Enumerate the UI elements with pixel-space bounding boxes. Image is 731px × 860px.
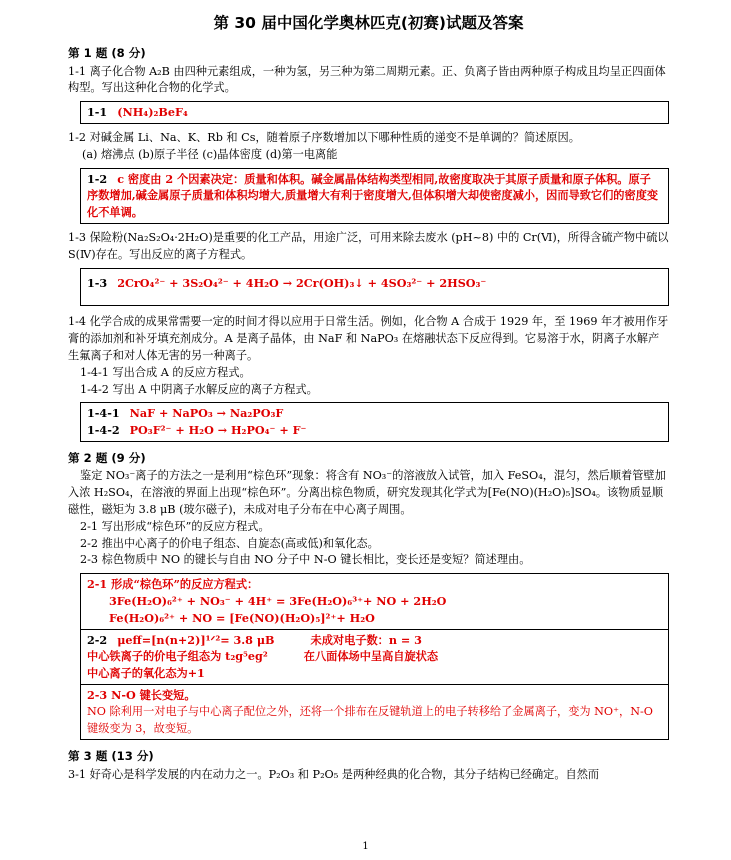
- q1-2-text: 1-2 对碱金属 Li、Na、K、Rb 和 Cs，随着原子序数增加以下哪种性质的递变不是单调的？简述原因。: [68, 131, 580, 145]
- q1-1-text: 1-1 离子化合物 A₂B 由四种元素组成，一种为氢，另三种为第二周期元素。正、负离子皆由两种原子构成且均呈正四面体构型。写出这种化合物的化学式。: [68, 64, 666, 95]
- answer-2-1-equation-1: 3Fe(H₂O)₆²⁺ + NO₃⁻ + 4H⁺ = 3Fe(H₂O)₆³⁺+ NO + 2H₂O: [109, 593, 447, 608]
- answer-label: 1-4-1: [87, 406, 120, 421]
- q2-intro-text: 鉴定 NO₃⁻离子的方法之一是利用“棕色环”现象：将含有 NO₃⁻的溶液放入试管，加入 FeSO₄，混匀，然后顺着管壁加入浓 H₂SO₄，在溶液的界面上出现“棕色环”。分离出棕色物质，研究发现其化学式为[Fe(NO)(H₂O)₅]SO₄。该物质显顺磁性，磁矩为 3.8 μB (玻尔磁子)，未成对电子分布在中心离子周围。: [68, 469, 666, 516]
- question-2-heading: 第 2 题 (9 分): [68, 450, 146, 465]
- question-3: [68, 748, 669, 783]
- answer-label: 1-4-2: [87, 423, 120, 438]
- page-number: 1: [362, 841, 369, 852]
- q1-4-2-text: 1-4-2 写出 A 中阴离子水解反应的离子方程式。: [80, 382, 318, 396]
- answer-2-2-spin: 在八面体场中呈高自旋状态: [303, 649, 439, 664]
- q1-3-text: 1-3 保险粉(Na₂S₂O₄·2H₂O)是重要的化工产品，用途广泛，可用来除去废水 (pH~8) 中的 Cr(Ⅵ)，所得含硫产物中硫以 S(Ⅳ)存在。写出反应的离子方程式。: [68, 231, 669, 261]
- answer-cell-2-1: [81, 574, 668, 628]
- question-1: [68, 45, 669, 442]
- answer-label: 1-1: [87, 105, 108, 120]
- answer-2-2-moment: μeff=[n(n+2)]¹ᐟ²= 3.8 μB: [117, 632, 275, 647]
- question-1-heading: 第 1 题 (8 分): [68, 46, 146, 61]
- q1-2-options: (a) 熔沸点 (b)原子半径 (c)晶体密度 (d)第一电离能: [82, 147, 338, 161]
- answer-box-1-3: [80, 268, 669, 307]
- answer-label: 2-2: [87, 632, 108, 647]
- answer-2-1-equation-2: Fe(H₂O)₆²⁺ + NO = [Fe(NO)(H₂O)₅]²⁺+ H₂O: [109, 610, 375, 625]
- answer-text: 2CrO₄²⁻ + 3S₂O₄²⁻ + 4H₂O → 2Cr(OH)₃↓ + 4SO₃²⁻ + 2HSO₃⁻: [117, 275, 487, 290]
- answer-box-1-2: [80, 168, 669, 224]
- answer-box-1-1: [80, 101, 669, 124]
- q1-4-text: 1-4 化学合成的成果常需要一定的时间才得以应用于日常生活。例如，化合物 A 合成于 1929 年，至 1969 年才被用作牙膏的添加剂和补牙填充剂成分。A 是离子晶体，由 NaF 和 NaPO₃ 在熔融状态下反应得到。它易溶于水，阴离子水解产生氟离子和对人体无害的另一种离子。: [68, 315, 669, 362]
- answer-2-3-body: NO 除利用一对电子与中心离子配位之外，还将一个排布在反键轨道上的电子转移给了金属离子，变为 NO⁺，N-O 键级变为 3，故变短。: [87, 704, 653, 735]
- answer-2-2-oxidation: 中心离子的氧化态为+1: [87, 666, 205, 681]
- answer-text: NaF + NaPO₃ → Na₂PO₃F: [129, 406, 284, 421]
- answer-2-3-heading-text: 2-3 N-O 键长变短。: [87, 687, 196, 702]
- answer-2-1-heading: 2-1 形成“棕色环”的反应方程式：: [87, 577, 259, 592]
- answer-box-1-4: [80, 402, 669, 442]
- answer-2-2-config: 中心铁离子的价电子组态为 t₂g⁵eg²: [87, 649, 268, 664]
- q2-2-text: 2-2 推出中心离子的价电子组态、自旋态(高或低)和氧化态。: [80, 536, 379, 550]
- question-3-heading: 第 3 题 (13 分): [68, 749, 154, 764]
- q2-1-text: 2-1 写出形成“棕色环”的反应方程式。: [80, 519, 270, 533]
- answer-label: 1-2: [87, 171, 108, 186]
- answer-cell-2-2: [81, 629, 668, 684]
- answer-text: (NH₄)₂BeF₄: [117, 105, 188, 120]
- q2-3-text: 2-3 棕色物质中 NO 的键长与自由 NO 分子中 N-O 键长相比，变长还是变短？简述理由。: [80, 553, 531, 567]
- answer-text: PO₃F²⁻ + H₂O → H₂PO₄⁻ + F⁻: [129, 423, 307, 438]
- answer-2-3-heading: [87, 687, 662, 704]
- answer-box-2: [80, 573, 669, 740]
- answer-label: 1-3: [87, 275, 108, 290]
- document-title: 第 30 届中国化学奥林匹克(初赛)试题及答案: [213, 14, 524, 32]
- question-2: [68, 450, 669, 740]
- answer-2-2-unpaired: 未成对电子数：n = 3: [310, 632, 422, 647]
- q1-4-1-text: 1-4-1 写出合成 A 的反应方程式。: [80, 365, 251, 379]
- answer-cell-2-3: [81, 684, 668, 739]
- q3-1-text: 3-1 好奇心是科学发展的内在动力之一。P₂O₃ 和 P₂O₅ 是两种经典的化合物，其分子结构已经确定。自然而: [68, 767, 600, 781]
- answer-text: c 密度由 2 个因素决定：质量和体积。碱金属晶体结构类型相同,故密度取决于其原子质量和原子体积。原子序数增加,碱金属原子质量和体积均增大,质量增大有利于密度增大,但体积增大却使密度减小，因而导致它们的密度变化不单调。: [87, 171, 659, 220]
